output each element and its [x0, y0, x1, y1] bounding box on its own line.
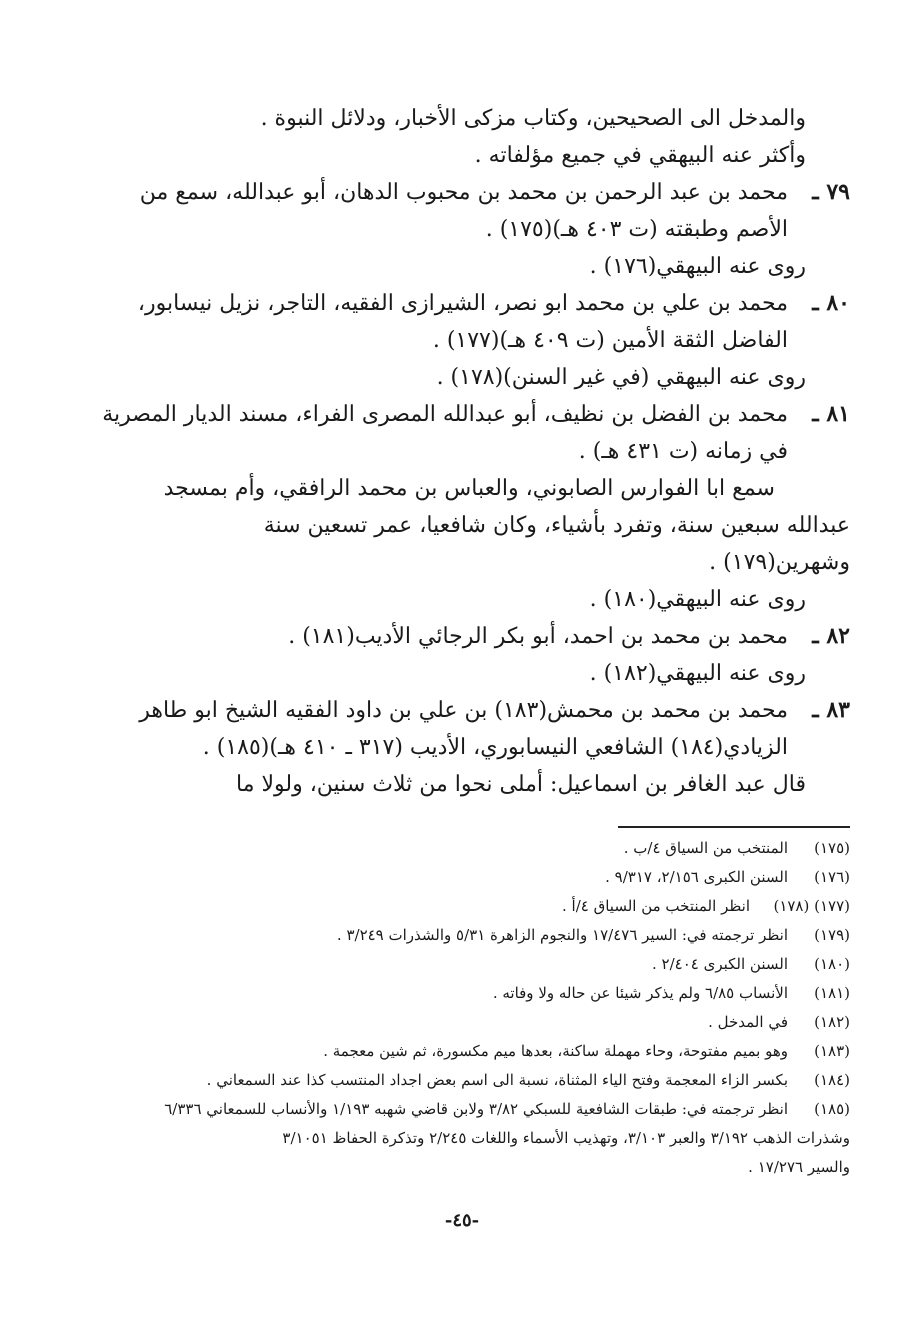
footnote-number: (١٧٥) — [814, 839, 850, 857]
footnote-text: انظر ترجمته في: السير ١٧/٤٧٦ والنجوم الزاهرة ٥/٣١ والشذرات ٣/٢٤٩ . — [336, 926, 788, 944]
footnote-number: (١٧٦) — [814, 868, 850, 886]
biography-entry — [102, 396, 850, 470]
footnote-text: وشذرات الذهب ٣/١٩٢ والعبر ٣/١٠٣، وتهذيب الأسماء واللغات ٢/٢٤٥ وتذكرة الحفاظ ٣/١٠٥١ — [282, 1129, 850, 1147]
footnote-text: السنن الكبرى ٢/١٥٦، ٩/٣١٧ . — [605, 868, 788, 886]
footnote-number: (١٧٩) — [814, 926, 850, 944]
footnote-text: انظر ترجمته في: طبقات الشافعية للسبكي ٣/٨٢ ولابن قاضي شهبه ١/١٩٣ والأنساب للسمعاني ٦/٣٣٦ — [164, 1100, 788, 1118]
entry-line: محمد بن محمد بن احمد، أبو بكر الرجائي الأديب(١٨١) . — [288, 624, 788, 649]
page-number: -٤٥- — [444, 1210, 480, 1231]
footnote-text: في المدخل . — [708, 1013, 788, 1031]
footnote-text: الأنساب ٦/٨٥ ولم يذكر شيئا عن حاله ولا وفاته . — [492, 984, 788, 1002]
footnote — [150, 1037, 850, 1066]
footnote — [150, 979, 850, 1008]
footnote-number: (١٨٣) — [814, 1042, 850, 1060]
entry-line: الزيادي(١٨٤) الشافعي النيسابوري، الأديب (٣١٧ ـ ٤١٠ هـ)(١٨٥) . — [202, 735, 788, 760]
entry-line: محمد بن محمد بن محمش(١٨٣) بن علي بن داود الفقيه الشيخ ابو طاهر — [139, 698, 788, 723]
entry-line: في زمانه (ت ٤٣١ هـ) . — [578, 439, 788, 464]
footnote-continuation — [150, 1124, 850, 1153]
paragraph-line: وشهرين(١٧٩) . — [709, 550, 850, 575]
footnote — [150, 1095, 850, 1124]
footnote-continuation — [150, 1153, 850, 1182]
intro-line: وأكثر عنه البيهقي في جميع مؤلفاته . — [474, 143, 806, 168]
footnote — [150, 950, 850, 979]
footnote-number: (١٨٢) — [814, 1013, 850, 1031]
entry-line: محمد بن عبد الرحمن بن محمد بن محبوب الدهان، أبو عبدالله، سمع من — [139, 180, 788, 205]
footnote-text: السنن الكبرى ٢/٤٠٤ . — [652, 955, 788, 973]
entry-number: ٨٠ ـ — [812, 290, 850, 316]
footnote-number: (١٨٥) — [814, 1100, 850, 1118]
footnotes — [150, 834, 850, 1182]
footnote-text: المنتخب من السياق ٤/ب . — [623, 839, 788, 857]
entry-line: الأصم وطبقته (ت ٤٠٣ هـ)(١٧٥) . — [485, 217, 788, 242]
paragraph-line: عبدالله سبعين سنة، وتفرد بأشياء، وكان شافعيا، عمر تسعين سنة — [263, 513, 850, 538]
footnote-text: بكسر الزاء المعجمة وفتح الياء المثناة، نسبة الى اسم بعض اجداد المنتسب كذا عند السمعاني . — [206, 1071, 788, 1089]
paragraph-line: سمع ابا الفوارس الصابوني، والعباس بن محمد الرافقي، وأم بمسجد — [163, 476, 775, 501]
entry-line: الفاضل الثقة الأمين (ت ٤٠٩ هـ)(١٧٧) . — [432, 328, 788, 353]
footnote-number: (١٨٤) — [814, 1071, 850, 1089]
footnote — [150, 1008, 850, 1037]
biography-entry — [139, 174, 850, 248]
biography-entry — [150, 618, 850, 655]
narration-line: روى عنه البيهقي(١٨٢) . — [589, 661, 806, 686]
footnote-separator — [618, 826, 850, 828]
narration-line: روى عنه البيهقي(١٨٠) . — [589, 587, 806, 612]
footnote — [150, 892, 850, 921]
footnote-number: (١٧٧) (١٧٨) — [773, 897, 850, 915]
footnote — [150, 863, 850, 892]
entry-line: محمد بن الفضل بن نظيف، أبو عبدالله المصرى الفراء، مسند الديار المصرية — [102, 402, 788, 427]
entry-number: ٨٢ ـ — [812, 623, 850, 649]
biography-entry — [139, 692, 850, 766]
entry-line: محمد بن علي بن محمد ابو نصر، الشيرازى الفقيه، التاجر، نزيل نيسابور، — [137, 291, 788, 316]
footnote-text: والسير ١٧/٢٧٦ . — [748, 1158, 850, 1176]
entry-number: ٨١ ـ — [812, 401, 850, 427]
entry-number: ٨٣ ـ — [812, 697, 850, 723]
footnote — [150, 921, 850, 950]
footnote — [150, 1066, 850, 1095]
entry-number: ٧٩ ـ — [812, 179, 850, 205]
narration-line: روى عنه البيهقي (في غير السنن)(١٧٨) . — [436, 365, 806, 390]
narration-line: روى عنه البيهقي(١٧٦) . — [589, 254, 806, 279]
footnote-number: (١٨٠) — [814, 955, 850, 973]
footnote-text: وهو بميم مفتوحة، وحاء مهملة ساكنة، بعدها ميم مكسورة، ثم شين معجمة . — [323, 1042, 788, 1060]
footnote-number: (١٨١) — [814, 984, 850, 1002]
main-text — [102, 100, 850, 803]
intro-line: والمدخل الى الصحيحين، وكتاب مزكى الأخبار، ودلائل النبوة . — [260, 106, 806, 131]
footnote-text: انظر المنتخب من السياق ٤/أ . — [561, 897, 750, 915]
footnote — [150, 834, 850, 863]
biography-entry — [137, 285, 850, 359]
narration-line: قال عبد الغافر بن اسماعيل: أملى نحوا من ثلاث سنين، ولولا ما — [235, 772, 806, 797]
